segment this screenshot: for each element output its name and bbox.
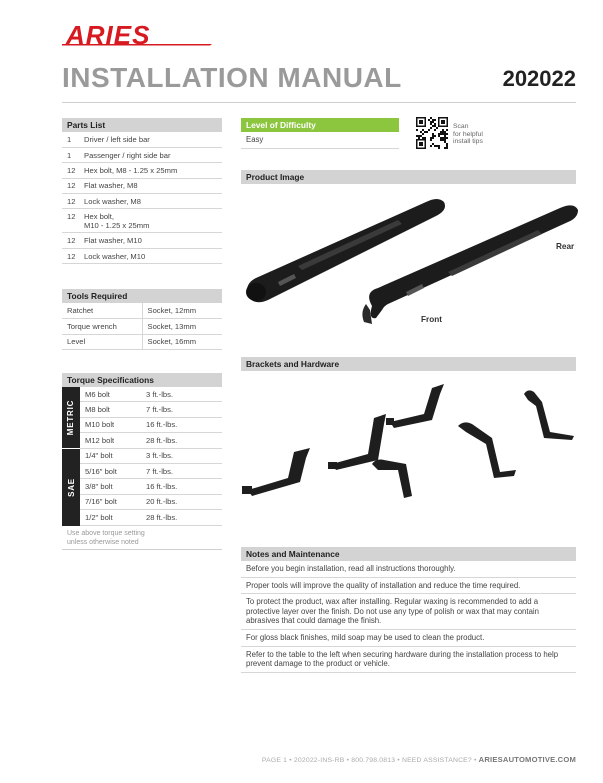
parts-list-heading: Parts List xyxy=(62,118,222,132)
metric-label: METRIC xyxy=(62,387,80,449)
table-row: M10 bolt 16 ft.-lbs. xyxy=(80,418,222,433)
notes-section xyxy=(241,547,576,673)
table-row xyxy=(62,194,222,209)
qty: 12 xyxy=(62,248,84,263)
desc: Passenger / right side bar xyxy=(84,147,222,162)
torque-heading: Torque Specifications xyxy=(62,373,222,387)
aries-logo xyxy=(62,24,212,52)
qr-caption: Scan for helpful install tips xyxy=(453,123,483,145)
table-row: M8 bolt 7 ft.-lbs. xyxy=(80,402,222,417)
footer-text: PAGE 1 • 202022-INS-RB • 800.798.0813 • NEED ASSISTANCE? • xyxy=(261,757,477,764)
qty: 12 xyxy=(62,233,84,248)
difficulty-heading: Level of Difficulty xyxy=(241,118,399,132)
table-row: 1/4" bolt 3 ft.-lbs. xyxy=(80,449,222,464)
footer-website-link[interactable]: ARIESAUTOMOTIVE.COM xyxy=(478,755,576,764)
part-number: 202022 xyxy=(502,66,576,91)
list-item: Before you begin installation, read all instructions thoroughly. xyxy=(241,561,576,578)
rear-label: Rear xyxy=(556,242,575,251)
list-item: For gloss black finishes, mild soap may be used to clean the product. xyxy=(241,630,576,647)
qr-code[interactable] xyxy=(416,117,448,149)
tools-required xyxy=(62,289,222,350)
product-image-section xyxy=(241,170,576,184)
table-row xyxy=(62,178,222,193)
qty: 12 xyxy=(62,163,84,178)
torque-specs xyxy=(62,373,222,550)
table-row xyxy=(62,209,222,233)
tool: Torque wrench xyxy=(62,319,142,335)
brackets-heading: Brackets and Hardware xyxy=(241,357,576,371)
desc: Lock washer, M10 xyxy=(84,248,222,263)
table-row xyxy=(62,132,222,147)
table-row: 3/8" bolt 16 ft.-lbs. xyxy=(80,479,222,494)
table-row: M12 bolt 28 ft.-lbs. xyxy=(80,433,222,448)
notes-heading: Notes and Maintenance xyxy=(241,547,576,561)
product-image-heading: Product Image xyxy=(241,170,576,184)
page-title: INSTALLATION MANUAL xyxy=(62,62,402,93)
qty: 1 xyxy=(62,147,84,162)
torque-note: Use above torque setting unless otherwise noted xyxy=(62,526,222,550)
desc: Flat washer, M10 xyxy=(84,233,222,248)
tools-table xyxy=(62,303,222,350)
list-item: Refer to the table to the left when securing hardware during the installation process to help prevent damage to the product or vehicle. xyxy=(241,647,576,673)
header-divider xyxy=(62,102,576,103)
table-row xyxy=(62,233,222,248)
table-row: M6 bolt 3 ft.-lbs. xyxy=(80,387,222,402)
qty: 12 xyxy=(62,209,84,233)
table-row xyxy=(62,319,222,335)
desc: Lock washer, M8 xyxy=(84,194,222,209)
svg-text:ARIES: ARIES xyxy=(66,24,151,50)
qty: 1 xyxy=(62,132,84,147)
qty: 12 xyxy=(62,194,84,209)
desc-line2: M10 - 1.25 x 25mm xyxy=(84,220,150,230)
sae-label: SAE xyxy=(62,449,80,526)
desc: Hex bolt, M8 - 1.25 x 25mm xyxy=(84,163,222,178)
socket: Socket, 13mm xyxy=(142,319,222,335)
socket: Socket, 16mm xyxy=(142,334,222,350)
table-row xyxy=(62,163,222,178)
difficulty-value: Easy xyxy=(241,132,399,149)
tool: Ratchet xyxy=(62,303,142,319)
page-footer xyxy=(262,755,576,764)
desc: Driver / left side bar xyxy=(84,132,222,147)
table-row xyxy=(62,147,222,162)
table-row: 1/2" bolt 28 ft.-lbs. xyxy=(80,510,222,525)
tool: Level xyxy=(62,334,142,350)
parts-table xyxy=(62,132,222,264)
parts-list xyxy=(62,118,222,264)
brackets-image xyxy=(238,378,578,500)
brackets-section xyxy=(241,357,576,371)
desc: Flat washer, M8 xyxy=(84,178,222,193)
list-item: To protect the product, wax after installing. Regular waxing is recommended to add a protective layer over the finish. Do not use any type of polish or wax that may contain abrasives that could damage the finish. xyxy=(241,594,576,630)
tools-heading: Tools Required xyxy=(62,289,222,303)
desc: Hex bolt, xyxy=(84,211,114,221)
table-row xyxy=(62,334,222,350)
table-row: 5/16" bolt 7 ft.-lbs. xyxy=(80,464,222,479)
qty: 12 xyxy=(62,178,84,193)
table-row: 7/16" bolt 20 ft.-lbs. xyxy=(80,495,222,510)
table-row xyxy=(62,303,222,319)
table-row xyxy=(62,248,222,263)
list-item: Proper tools will improve the quality of installation and reduce the time required. xyxy=(241,578,576,595)
difficulty xyxy=(241,118,399,149)
side-bars-image xyxy=(238,188,578,338)
front-label: Front xyxy=(421,315,442,324)
socket: Socket, 12mm xyxy=(142,303,222,319)
